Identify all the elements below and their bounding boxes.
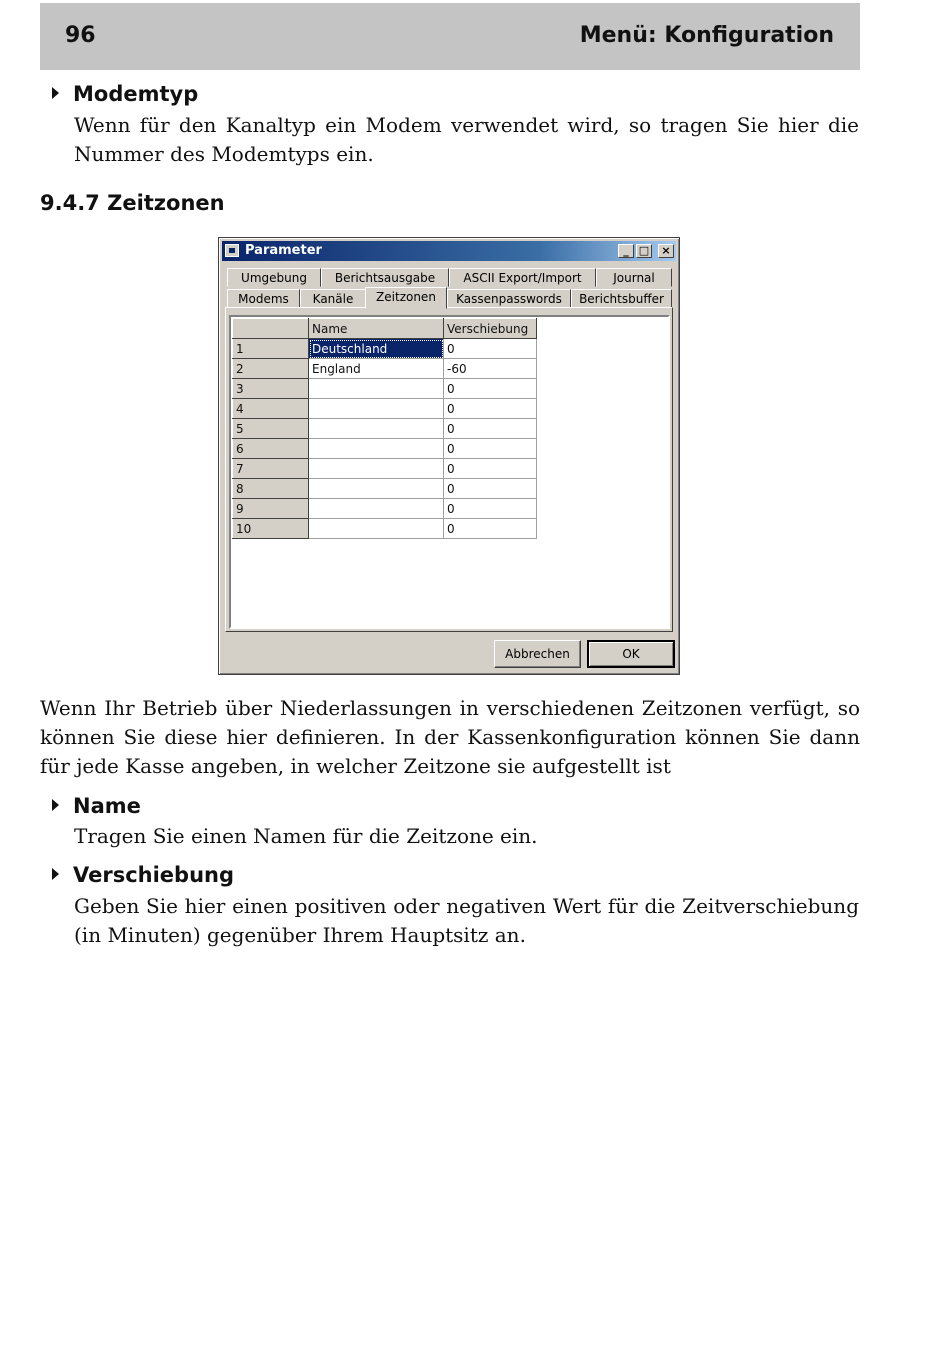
- page-header: [40, 3, 860, 70]
- row-number: 3: [233, 379, 309, 399]
- intro-text: Wenn Ihr Betrieb über Niederlassungen in verschiedenen Zeitzonen verfügt, so können Sie diese hier definieren. In der Kassenkonfiguration können Sie dann für jede Kasse angeben, in welcher Zeitzone sie aufgestellt ist: [40, 696, 860, 778]
- shift-cell[interactable]: 0: [444, 479, 537, 499]
- table-row[interactable]: [233, 439, 537, 459]
- table-row[interactable]: [233, 519, 537, 539]
- name-cell[interactable]: [309, 379, 444, 399]
- shift-item-title: Verschiebung: [73, 863, 235, 887]
- section-heading: 9.4.7 Zeitzonen: [40, 191, 225, 215]
- shift-cell[interactable]: 0: [444, 459, 537, 479]
- table-row[interactable]: [233, 399, 537, 419]
- table-row[interactable]: [233, 339, 537, 359]
- table-row[interactable]: [233, 419, 537, 439]
- table-row[interactable]: [233, 379, 537, 399]
- row-number: 10: [233, 519, 309, 539]
- page-title: Menü: Konfiguration: [579, 23, 834, 48]
- dialog-titlebar: [222, 241, 676, 261]
- name-cell[interactable]: [309, 519, 444, 539]
- row-number: 7: [233, 459, 309, 479]
- tab-ascii-export-import[interactable]: ASCII Export/Import: [449, 268, 596, 287]
- column-header-shift[interactable]: Verschiebung: [444, 319, 537, 339]
- row-number: 8: [233, 479, 309, 499]
- tab-modems[interactable]: Modems: [227, 289, 300, 308]
- window-icon: [225, 244, 239, 257]
- name-item: [52, 794, 141, 818]
- shift-cell[interactable]: 0: [444, 519, 537, 539]
- modemtyp-text: Wenn für den Kanaltyp ein Modem verwendet wird, so tragen Sie hier die Nummer des Modemtyps ein.: [74, 113, 859, 166]
- name-item-text: Tragen Sie einen Namen für die Zeitzone ein.: [74, 824, 538, 848]
- row-number: 2: [233, 359, 309, 379]
- shift-cell[interactable]: 0: [444, 339, 537, 359]
- name-item-title: Name: [73, 794, 141, 818]
- maximize-icon[interactable]: □: [636, 244, 652, 258]
- name-cell[interactable]: [309, 419, 444, 439]
- table-row[interactable]: [233, 479, 537, 499]
- parameter-dialog: [218, 237, 680, 675]
- row-number: 4: [233, 399, 309, 419]
- name-cell[interactable]: Deutschland: [309, 339, 444, 359]
- table-row[interactable]: [233, 359, 537, 379]
- close-icon[interactable]: ×: [658, 244, 674, 258]
- name-cell[interactable]: [309, 399, 444, 419]
- bullet-triangle-icon: [52, 868, 59, 880]
- page-number: 96: [65, 23, 96, 48]
- name-cell[interactable]: [309, 479, 444, 499]
- ok-button[interactable]: OK: [587, 640, 675, 668]
- shift-cell[interactable]: 0: [444, 419, 537, 439]
- cancel-button[interactable]: Abbrechen: [494, 640, 581, 668]
- minimize-icon[interactable]: _: [618, 244, 634, 258]
- table-row[interactable]: [233, 459, 537, 479]
- tab-journal[interactable]: Journal: [596, 268, 672, 287]
- name-cell[interactable]: [309, 439, 444, 459]
- shift-cell[interactable]: 0: [444, 439, 537, 459]
- shift-cell[interactable]: 0: [444, 499, 537, 519]
- row-number: 5: [233, 419, 309, 439]
- name-cell[interactable]: [309, 459, 444, 479]
- table-row[interactable]: [233, 499, 537, 519]
- corner-cell: [233, 319, 309, 339]
- timezone-table: [232, 318, 537, 539]
- tab-umgebung[interactable]: Umgebung: [227, 268, 321, 287]
- shift-item: [52, 863, 234, 887]
- tab-kanaele[interactable]: Kanäle: [300, 289, 366, 308]
- tab-zeitzonen[interactable]: Zeitzonen: [365, 287, 447, 309]
- shift-cell[interactable]: 0: [444, 399, 537, 419]
- shift-cell[interactable]: 0: [444, 379, 537, 399]
- bullet-triangle-icon: [52, 87, 59, 99]
- row-number: 9: [233, 499, 309, 519]
- tab-berichtsbuffer[interactable]: Berichtsbuffer: [571, 289, 672, 308]
- table-header-row: [233, 319, 537, 339]
- column-header-name[interactable]: Name: [309, 319, 444, 339]
- tab-berichtsausgabe[interactable]: Berichtsausgabe: [321, 268, 449, 287]
- shift-item-text: Geben Sie hier einen positiven oder negativen Wert für die Zeitverschiebung (in Minuten) gegenüber Ihrem Hauptsitz an.: [74, 894, 859, 947]
- row-number: 1: [233, 339, 309, 359]
- shift-cell[interactable]: -60: [444, 359, 537, 379]
- dialog-title: Parameter: [245, 243, 322, 258]
- bullet-triangle-icon: [52, 799, 59, 811]
- tab-kassenpasswords[interactable]: Kassenpasswords: [447, 289, 571, 308]
- modemtyp-title: Modemtyp: [73, 82, 199, 106]
- timezone-grid[interactable]: [229, 315, 670, 629]
- modemtyp-item: [52, 82, 198, 106]
- row-number: 6: [233, 439, 309, 459]
- name-cell[interactable]: England: [309, 359, 444, 379]
- name-cell[interactable]: [309, 499, 444, 519]
